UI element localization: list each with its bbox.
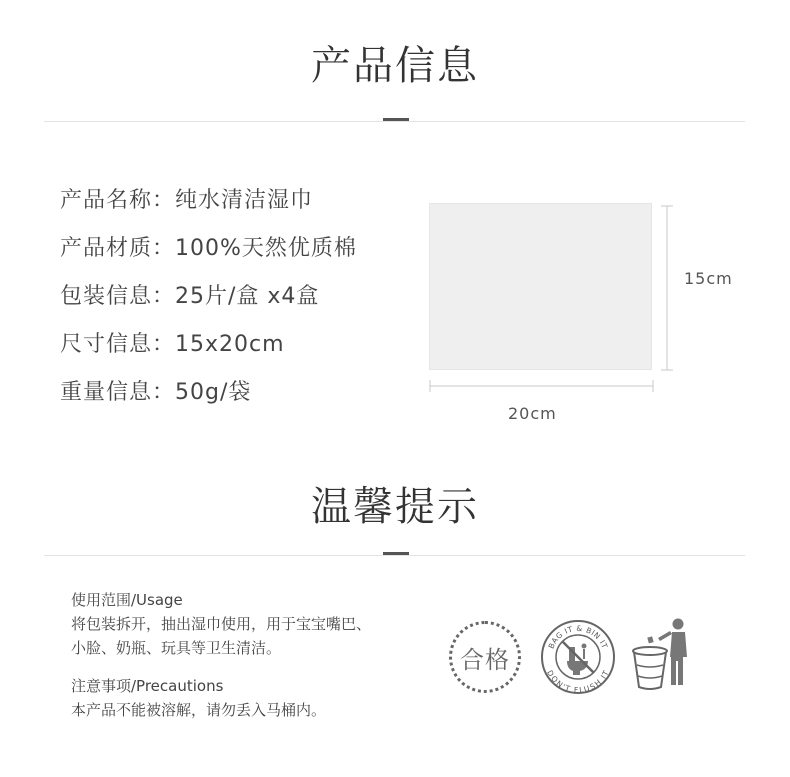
height-label: 15cm bbox=[684, 269, 733, 288]
info-value: 100%天然优质棉 bbox=[175, 236, 357, 261]
info-value: 50g/袋 bbox=[175, 380, 252, 405]
precaution-text: 本产品不能被溶解，请勿丢入马桶内。 bbox=[71, 701, 327, 719]
usage-text-line1: 将包装拆开，抽出湿巾使用，用于宝宝嘴巴、 bbox=[71, 615, 372, 633]
product-info-title: 产品信息 bbox=[311, 43, 479, 89]
qualified-seal-icon bbox=[449, 621, 521, 693]
product-info-divider bbox=[44, 121, 745, 122]
usage-heading: 使用范围/Usage bbox=[71, 591, 183, 609]
bag-bin-text: BAG IT & BIN IT bbox=[546, 623, 610, 651]
tips-accent bbox=[383, 552, 409, 555]
no-flush-icon bbox=[540, 619, 616, 695]
info-value: 25片/盒 x4盒 bbox=[175, 284, 320, 309]
info-label: 产品材质： bbox=[60, 236, 176, 261]
info-row-weight bbox=[60, 382, 251, 404]
wipe-illustration bbox=[429, 203, 652, 370]
info-row-name bbox=[60, 190, 313, 212]
width-label: 20cm bbox=[508, 404, 557, 423]
product-info-accent bbox=[383, 118, 409, 121]
info-label: 重量信息： bbox=[60, 380, 176, 405]
info-value: 纯水清洁湿巾 bbox=[175, 188, 314, 213]
info-row-material bbox=[60, 238, 357, 260]
usage-text-line2: 小脸、奶瓶、玩具等卫生清洁。 bbox=[71, 639, 282, 657]
tips-divider bbox=[44, 555, 745, 556]
info-label: 包装信息： bbox=[60, 284, 176, 309]
tips-title: 温馨提示 bbox=[311, 484, 479, 530]
info-row-size bbox=[60, 334, 285, 356]
width-dimension-line bbox=[429, 379, 654, 393]
info-label: 产品名称： bbox=[60, 188, 176, 213]
trash-bin-icon bbox=[630, 617, 698, 691]
info-label: 尺寸信息： bbox=[60, 332, 176, 357]
precaution-heading: 注意事项/Precautions bbox=[71, 677, 224, 695]
dont-flush-text: DON'T FLUSH IT bbox=[545, 668, 611, 695]
info-row-package bbox=[60, 286, 319, 308]
qualified-label: 合格 bbox=[460, 645, 510, 674]
height-dimension-line bbox=[660, 205, 674, 371]
info-value: 15x20cm bbox=[175, 332, 285, 357]
